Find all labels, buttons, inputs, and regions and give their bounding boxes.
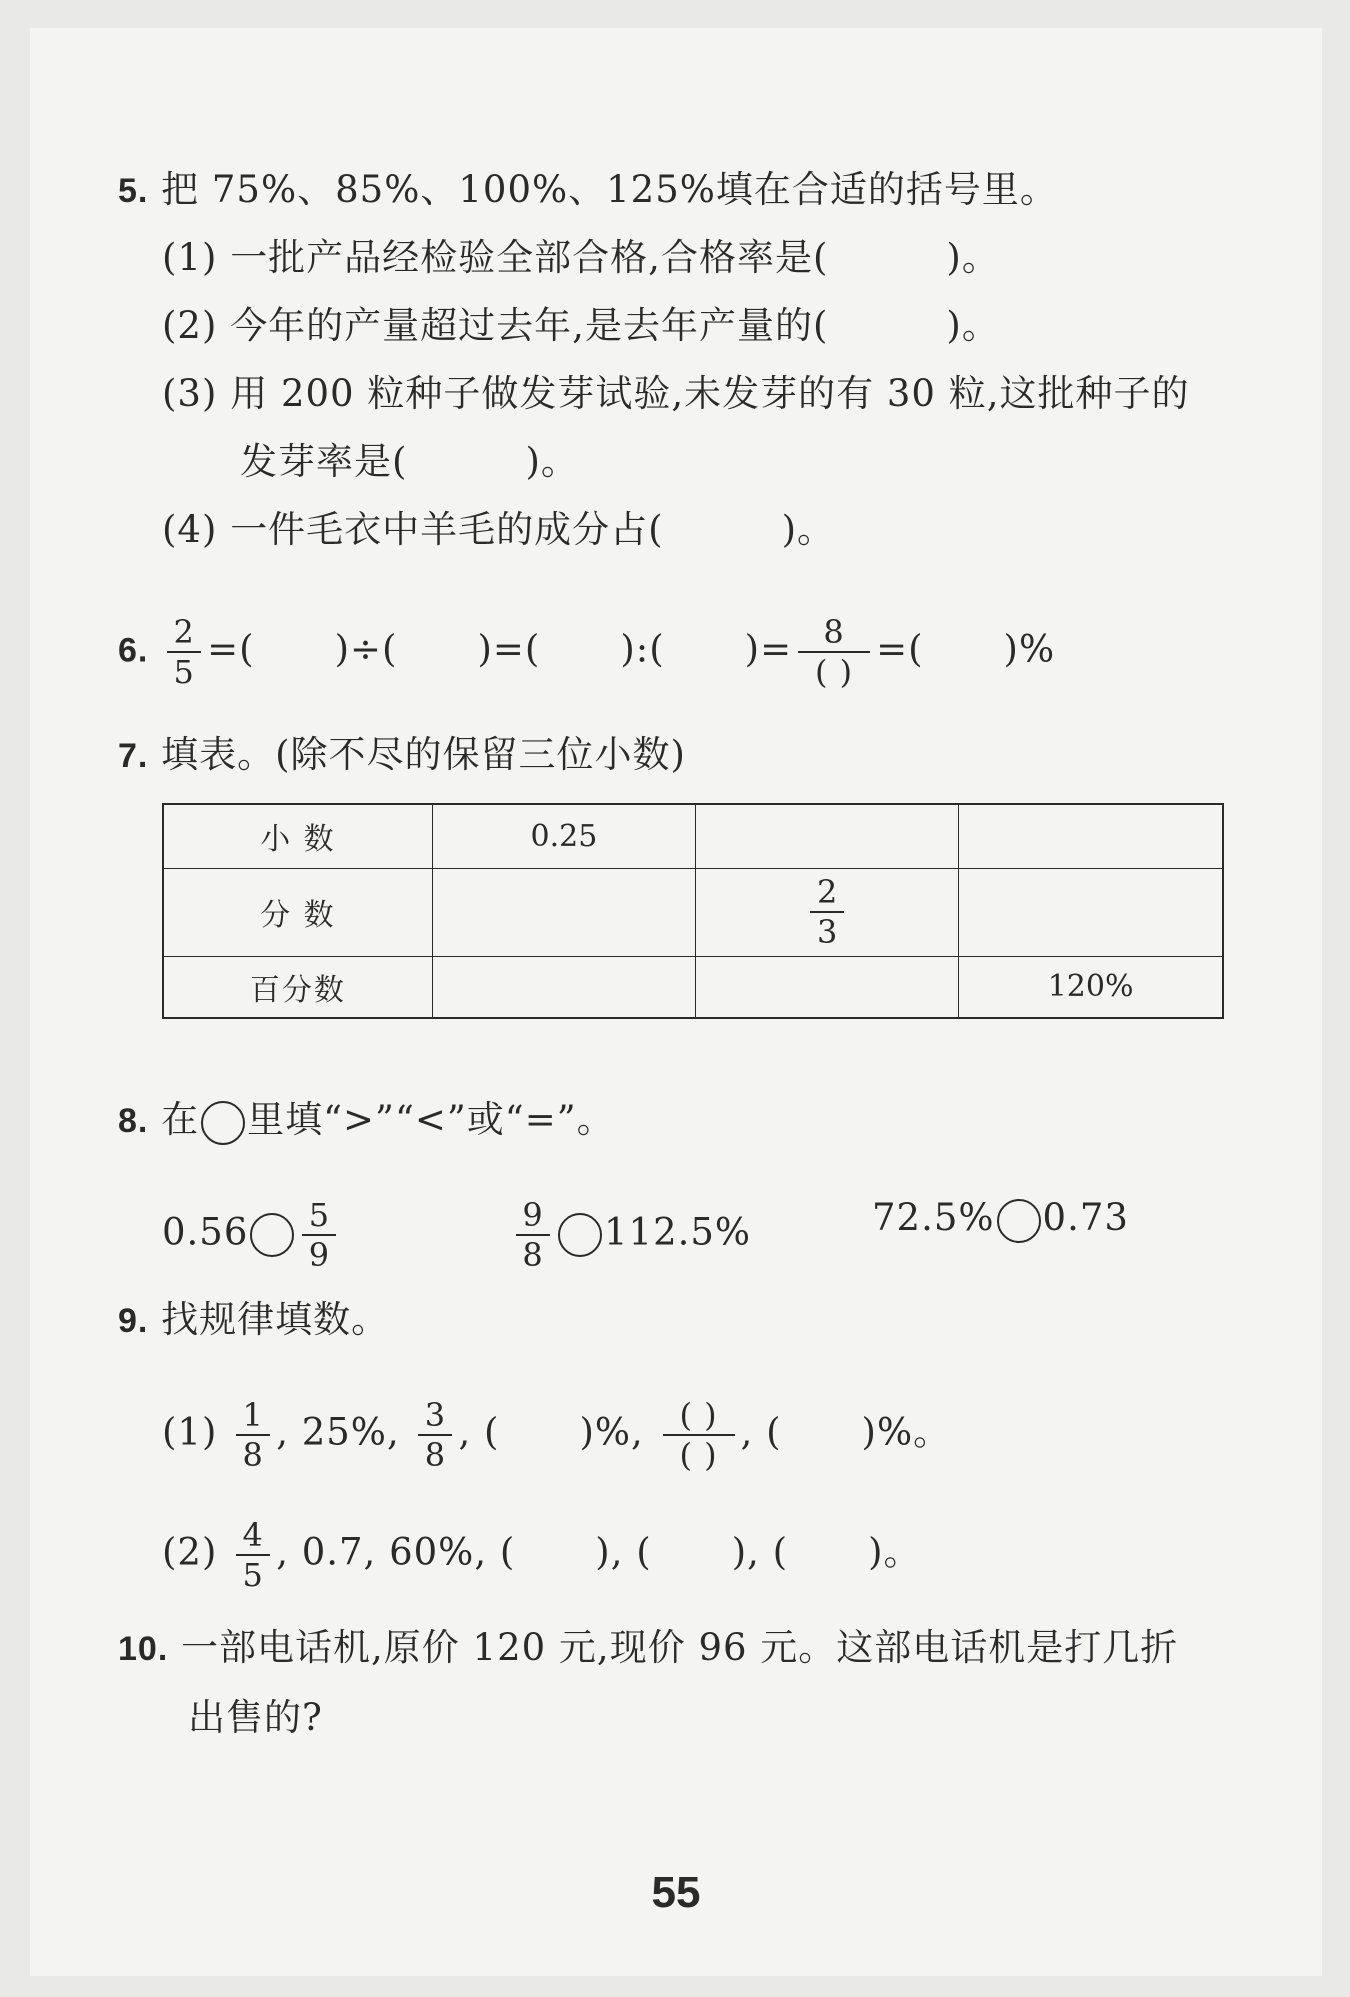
- q9-sequence-2: [162, 1516, 922, 1594]
- table-cell[interactable]: [432, 868, 695, 956]
- q5-item-4: [162, 508, 835, 552]
- q5-item-4-text: 一件毛衣中羊毛的成分占(: [230, 508, 664, 551]
- compare-circle[interactable]: [558, 1213, 602, 1257]
- q9-s1-text: )%,: [579, 1410, 644, 1454]
- table-fraction-denominator: 3: [816, 913, 838, 951]
- workbook-page: [30, 28, 1322, 1976]
- q6-number: 6.: [118, 631, 149, 670]
- q6-fraction: [167, 613, 201, 691]
- q8-c1-left: 0.56: [162, 1210, 249, 1254]
- q9-s1-f2-denominator: 8: [424, 1436, 447, 1474]
- q6-part: )÷(: [334, 627, 398, 671]
- q10-text-1: 一部电话机,原价 120 元,现价 96 元。这部电话机是打几折: [181, 1626, 1179, 1669]
- q9-sequence-1: [162, 1396, 951, 1474]
- q8-c1-numerator: 5: [302, 1196, 336, 1236]
- q6-part: =(: [876, 627, 924, 671]
- q9-s1-f1-denominator: 8: [242, 1436, 264, 1474]
- q5-item-3-cont-text: 发芽率是(: [240, 440, 408, 483]
- q9-stem: 找规律填数。: [161, 1298, 390, 1341]
- q8-c2-numerator: 9: [516, 1196, 550, 1236]
- q5-number: 5.: [118, 172, 149, 210]
- q9-s1-label: (1): [162, 1410, 218, 1454]
- q5-item-1: [162, 236, 1000, 280]
- q6-fraction-2-denominator[interactable]: ( ): [815, 653, 854, 691]
- q8-compare-3: [872, 1196, 1129, 1243]
- row-header-decimal: 小 数: [163, 804, 432, 868]
- q9-s2-f1-denominator: 5: [242, 1556, 264, 1594]
- table-row: [163, 956, 1223, 1018]
- q10-number: 10.: [118, 1630, 169, 1668]
- q9-s1-f3-numerator[interactable]: ( ): [663, 1396, 735, 1436]
- q5-item-3-text: 用 200 粒种子做发芽试验,未发芽的有 30 粒,这批种子的: [230, 372, 1190, 415]
- q9-s2-text: , 0.7, 60%, (: [276, 1530, 516, 1574]
- q5-item-3: [162, 372, 1189, 416]
- q5-stem: 把 75%、85%、100%、125%填在合适的括号里。: [161, 168, 1058, 211]
- table-cell: 120%: [959, 956, 1223, 1018]
- q8-c1-denominator: 9: [308, 1236, 331, 1274]
- compare-circle[interactable]: [997, 1199, 1041, 1243]
- q9-s2-text: ), (: [595, 1530, 652, 1574]
- q6-fraction-2-numerator: 8: [798, 613, 870, 653]
- q8-c2-denominator: 8: [522, 1236, 544, 1274]
- table-fraction-numerator: 2: [810, 873, 844, 913]
- q7-stem: 填表。(除不尽的保留三位小数): [161, 733, 686, 776]
- q7-number: 7.: [118, 737, 149, 775]
- row-header-percent: 百分数: [163, 956, 432, 1018]
- q6-part: )=: [744, 627, 793, 671]
- q6-part: ):(: [620, 627, 665, 671]
- q5-item-3-cont: [240, 440, 579, 484]
- q8-compare-1: [162, 1196, 342, 1274]
- q9-s1-f2-numerator: 3: [418, 1396, 452, 1436]
- q5-item-2: [162, 304, 1000, 348]
- q10-line-1: [118, 1626, 1178, 1671]
- q9-s1-text: , 25%,: [276, 1410, 400, 1454]
- q5-item-2-end: )。: [946, 304, 1000, 347]
- circle-blank-icon: [201, 1101, 245, 1145]
- q9-s1-f1-numerator: 1: [236, 1396, 270, 1436]
- table-cell[interactable]: [696, 804, 959, 868]
- q9-stem-line: [118, 1298, 389, 1343]
- q10-line-2: [188, 1696, 323, 1740]
- q9-s2-text: ), (: [731, 1530, 789, 1574]
- q9-s1-text: )%。: [861, 1410, 952, 1454]
- table-cell[interactable]: [959, 868, 1223, 956]
- q5-item-2-label: (2): [162, 304, 218, 347]
- q5-item-1-end: )。: [946, 236, 1000, 279]
- q5-item-4-end: )。: [781, 508, 836, 551]
- table-cell[interactable]: [432, 956, 695, 1018]
- q5-item-1-label: (1): [162, 236, 218, 279]
- q8-compare-2: [510, 1196, 751, 1274]
- q6-line: [118, 613, 1055, 691]
- table-cell-fraction: [696, 868, 959, 956]
- compare-circle[interactable]: [250, 1213, 294, 1257]
- q9-s2-text: )。: [868, 1530, 922, 1574]
- q6-part: )=(: [477, 627, 541, 671]
- conversion-table: [162, 803, 1224, 1019]
- q9-s1-text: , (: [458, 1410, 500, 1454]
- table-cell: 0.25: [432, 804, 695, 868]
- q6-fraction-2: [798, 613, 870, 691]
- q10-text-2: 出售的?: [188, 1696, 323, 1739]
- q5-stem-line: [118, 168, 1058, 213]
- q5-item-1-text: 一批产品经检验全部合格,合格率是(: [230, 236, 829, 279]
- row-header-fraction: 分 数: [163, 868, 432, 956]
- q5-item-3-label: (3): [162, 372, 218, 415]
- q8-stem-line: [118, 1098, 615, 1145]
- q9-s2-f1-numerator: 4: [236, 1516, 270, 1556]
- q9-s1-f3-denominator[interactable]: ( ): [679, 1436, 718, 1474]
- table-row: [163, 804, 1223, 868]
- table-cell[interactable]: [696, 956, 959, 1018]
- table-cell[interactable]: [959, 804, 1223, 868]
- q5-item-4-label: (4): [162, 508, 218, 551]
- q9-s1-text: , (: [740, 1410, 782, 1454]
- table-row: [163, 868, 1223, 956]
- q5-item-3-end: )。: [525, 440, 579, 483]
- q8-c2-right: 112.5%: [604, 1210, 752, 1254]
- page-number: 55: [651, 1868, 701, 1917]
- q8-number: 8.: [118, 1102, 149, 1140]
- q9-s2-label: (2): [162, 1530, 218, 1574]
- q8-stem-b: 里填“>”“<”或“=”。: [247, 1098, 615, 1141]
- q6-part: )%: [1003, 627, 1056, 671]
- q6-fraction-denominator: 5: [173, 653, 195, 691]
- q8-stem-a: 在: [161, 1098, 200, 1141]
- q6-fraction-numerator: 2: [167, 613, 201, 653]
- q8-c3-right: 0.73: [1042, 1196, 1129, 1239]
- q9-number: 9.: [118, 1302, 149, 1340]
- q7-stem-line: [118, 733, 686, 778]
- q6-part: =(: [207, 627, 255, 671]
- q8-c3-left: 72.5%: [872, 1196, 995, 1239]
- q5-item-2-text: 今年的产量超过去年,是去年产量的(: [230, 304, 829, 347]
